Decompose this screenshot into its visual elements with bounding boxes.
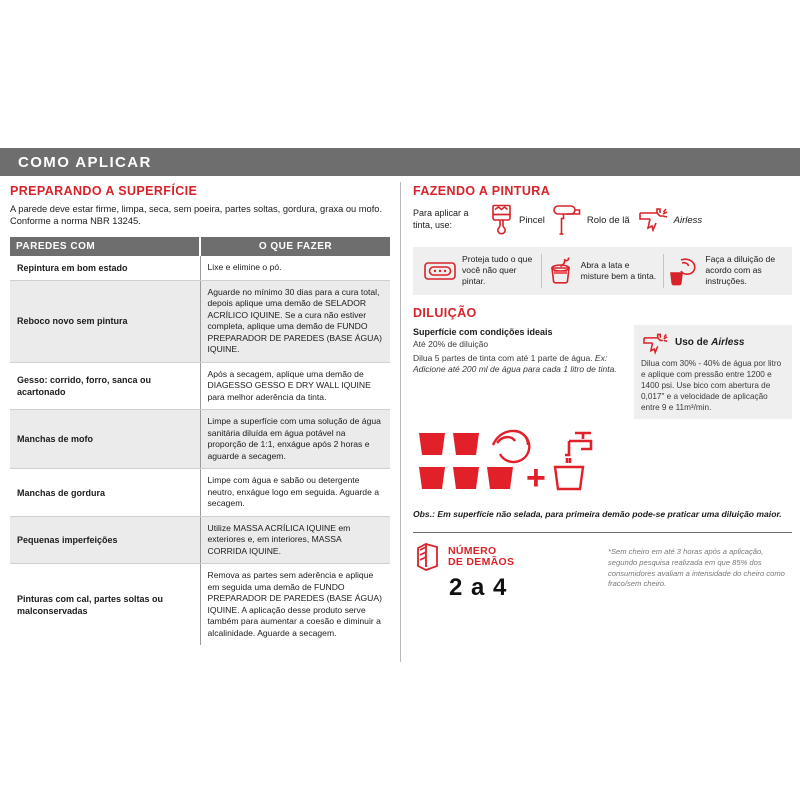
row-action: Lixe e elimine o pó. — [200, 256, 390, 281]
dilution-detail-example: Ex: Adicione até 200 ml de água para cada 1 litro de tinta. — [413, 352, 617, 375]
prepare-surface-intro: A parede deve estar firme, limpa, seca, sem poeira, partes soltas, gordura, graxa ou mofo. Conforme a norma NBR 13245. — [10, 204, 383, 227]
page-title: COMO APLICAR — [18, 153, 152, 171]
column-header-walls: PAREDES COM — [10, 237, 200, 256]
footnote: *Sem cheiro em até 3 horas após a aplicação, segundo pesquisa realizada em que 85% dos consumidores avaliam a intensidade do cheiro como fraco/sem cheiro. — [608, 547, 785, 589]
dilution-detail-plain: Dilua 5 partes de tinta com até 1 parte de água. — [413, 352, 595, 363]
row-condition: Pequenas imperfeições — [10, 516, 200, 564]
row-condition: Gesso: corrido, forro, sanca ou acartonado — [10, 362, 200, 410]
tool-label: Rolo de lã — [586, 214, 630, 226]
table-body — [10, 256, 390, 646]
pour-bucket-icon — [668, 256, 700, 286]
row-condition: Reboco novo sem pintura — [10, 280, 200, 362]
table-row — [10, 410, 390, 469]
left-column — [0, 176, 400, 676]
table-row — [10, 256, 390, 281]
step-protect — [419, 254, 541, 288]
paint-can-mix-icon — [546, 256, 576, 286]
coats-book-icon — [413, 541, 443, 573]
spray-gun-icon — [636, 203, 670, 237]
table-row — [10, 362, 390, 410]
tool-label: Airless — [673, 214, 703, 226]
row-condition: Manchas de mofo — [10, 410, 200, 469]
row-action: Limpe com água e sabão ou detergente neutro, enxágue logo em seguida. Aguarde a secagem. — [200, 469, 390, 517]
page-header-bar — [0, 148, 800, 176]
coats-header — [413, 541, 608, 573]
tool-roller — [551, 203, 630, 237]
coats-label — [448, 546, 514, 570]
airless-header — [641, 331, 785, 355]
dilution-percent: Até 20% de diluição — [413, 338, 489, 349]
row-action: Após a secagem, aplique uma demão de DIAGESSO GESSO E DRY WALL IQUINE para melhor aderência da tinta. — [200, 362, 390, 410]
dilution-ratio-diagram — [413, 427, 792, 505]
spray-gun-icon — [641, 331, 671, 355]
coats-value: 2 a 4 — [449, 574, 508, 602]
tool-brush — [489, 203, 545, 237]
coats-block — [413, 541, 608, 602]
table-header-row — [10, 237, 390, 256]
table-row — [10, 564, 390, 646]
step-open-and-mix — [541, 254, 664, 288]
dilution-title: DILUIÇÃO — [413, 305, 477, 320]
tool-airless — [636, 203, 703, 237]
roller-icon — [551, 203, 583, 237]
water-bucket-icon — [555, 467, 583, 489]
step-dilute — [663, 254, 786, 288]
table-row — [10, 280, 390, 362]
content-body — [0, 176, 800, 676]
row-condition: Manchas de gordura — [10, 469, 200, 517]
brush-icon — [489, 203, 515, 237]
section-divider — [413, 532, 792, 533]
dilution-columns — [413, 325, 792, 419]
preparation-table — [10, 237, 390, 646]
airless-title-italic: Airless — [711, 337, 745, 349]
bottom-row — [413, 541, 792, 602]
step-text: Proteja tudo o que você não quer pintar. — [462, 254, 533, 287]
dilution-detail — [413, 353, 628, 376]
right-column — [401, 176, 800, 676]
steps-panel — [413, 247, 792, 295]
row-action: Aguarde no mínimo 30 dias para a cura total, depois aplique uma demão de SELADOR ACRÍLICO IQUINE. Se a cura não estiver completa, aplique uma demão de FUNDO PREPARADOR DE PAREDES (BASE ÁGUA) IQUINE. — [200, 280, 390, 362]
step-text: Abra a lata e misture bem a tinta. — [580, 259, 657, 281]
paint-can-pour-icon — [493, 431, 529, 462]
table-row — [10, 469, 390, 517]
tool-label: Pincel — [519, 214, 545, 226]
plus-sign: + — [526, 458, 546, 497]
column-header-action: O QUE FAZER — [200, 237, 390, 256]
step-text: Faça a diluição de acordo com as instruções. — [705, 254, 776, 287]
coats-label-line2: DE DEMÃOS — [448, 556, 515, 569]
airless-title-plain: Uso de — [675, 337, 712, 349]
apply-tools-row — [413, 203, 792, 237]
row-condition: Pinturas com cal, partes soltas ou malconservadas — [10, 564, 200, 646]
apply-tools-lead: Para aplicar a tinta, use: — [413, 208, 469, 230]
faucet-icon — [565, 433, 591, 463]
row-action: Remova as partes sem aderência e aplique em seguida uma demão de FUNDO PREPARADOR DE PAREDES (BASE ÁGUA) IQUINE. A aplicação desse produto serve também para aumentar a coesão e diminuir a alcalinidade. Aguarde a secagem. — [207, 570, 382, 638]
painting-section-title: FAZENDO A PINTURA — [413, 184, 551, 198]
row-condition: Repintura em bom estado — [10, 256, 200, 281]
row-action: Limpe a superfície com uma solução de água sanitária diluída em água potável na proporção de 1:1, enxágue após 2 horas e aguarde a secagem. — [200, 410, 390, 469]
row-action: Utilize MASSA ACRÍLICA IQUINE em exteriores e, em interiores, MASSA CORRIDA IQUINE. — [200, 516, 390, 564]
prepare-surface-title: PREPARANDO A SUPERFÍCIE — [10, 184, 198, 198]
coats-label-line1: NÚMERO — [448, 544, 497, 557]
table-head — [10, 237, 390, 256]
dilution-text-block — [413, 325, 628, 419]
masking-tape-icon — [423, 258, 457, 284]
airless-title — [675, 337, 744, 348]
dilution-subtitle: Superfície com condições ideais — [413, 326, 553, 337]
table-row — [10, 516, 390, 564]
dilution-note: Obs.: Em superfície não selada, para primeira demão pode-se praticar uma diluição maior. — [413, 508, 782, 519]
airless-panel — [634, 325, 792, 419]
airless-body: Dilua com 30% - 40% de água por litro e aplique com pressão entre 1200 e 1400 psi. Use bico com abertura de 0,017" e a velocidade de aplicação entre 9 e 11m³/min. — [641, 358, 782, 412]
